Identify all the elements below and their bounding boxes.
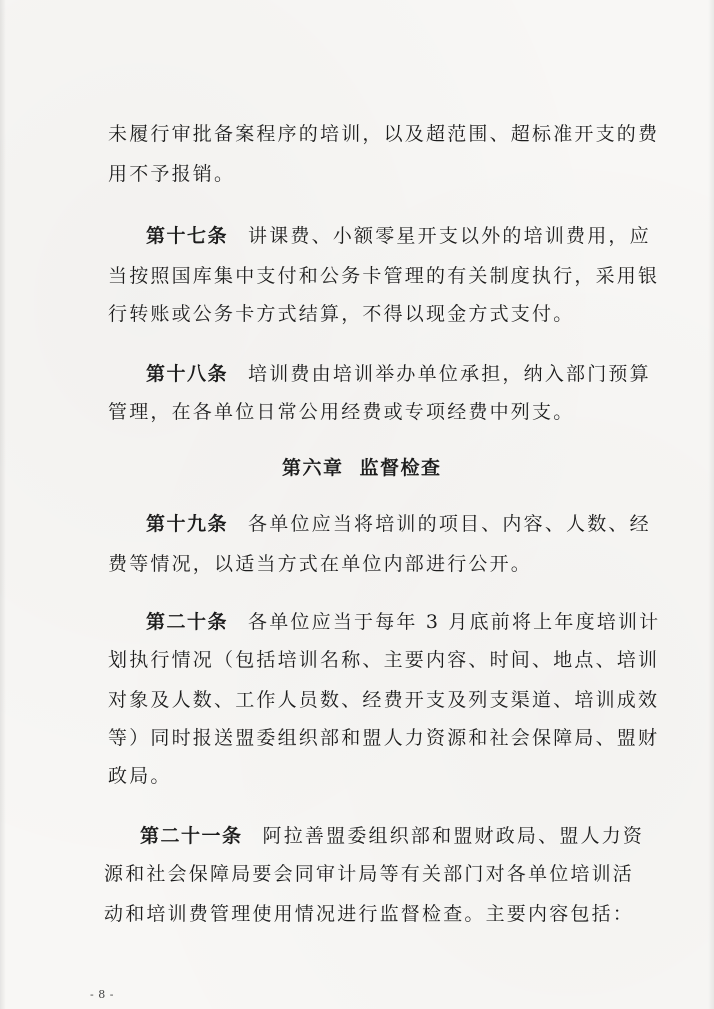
paragraph-line: 动和培训费管理使用情况进行监督检查。主要内容包括： [104,903,635,925]
article-19-first-line [146,510,651,538]
paragraph-line: 源和社会保障局要会同审计局等有关部门对各单位培训活 [104,863,635,885]
article-21-text: 阿拉善盟委组织部和盟财政局、盟人力资 [262,825,645,847]
article-21-first-line [140,822,644,850]
scan-edge-left [0,0,6,1009]
article-20-first-line [146,608,660,636]
paragraph-line: 等）同时报送盟委组织部和盟人力资源和社会保障局、盟财 [108,727,660,749]
chapter-title: 监督检查 [359,457,442,479]
article-18-text: 培训费由培训举办单位承担，纳入部门预算 [248,363,651,385]
paragraph-line: 划执行情况（包括培训名称、主要内容、时间、地点、培训 [108,649,660,671]
paragraph-line: 用不予报销。 [108,163,236,185]
article-20-text: 各单位应当于每年 3 月底前将上年度培训计 [248,611,661,633]
article-17-text: 讲课费、小额零星开支以外的培训费用，应 [248,225,651,247]
paragraph-line: 对象及人数、工作人员数、经费开支及列支渠道、培训成效 [108,689,660,711]
paragraph-line: 未履行审批备案程序的培训，以及超范围、超标准开支的费 [108,123,660,145]
paragraph-line: 当按照国库集中支付和公务卡管理的有关制度执行，采用银 [108,265,660,287]
chapter-number: 第六章 [282,457,344,479]
scan-edge-right [708,0,714,1009]
paragraph-line: 管理，在各单位日常公用经费或专项经费中列支。 [108,401,575,423]
page-number: - 8 - [90,988,114,1001]
article-17-label: 第十七条 [146,225,229,247]
article-20-label: 第二十条 [146,611,229,633]
article-18-first-line [146,360,651,388]
article-21-label: 第二十一条 [140,825,243,847]
paragraph-line: 费等情况，以适当方式在单位内部进行公开。 [108,553,533,575]
article-19-text: 各单位应当将培训的项目、内容、人数、经 [248,513,651,535]
article-19-label: 第十九条 [146,513,229,535]
chapter-heading [282,454,442,482]
article-17-first-line [146,222,651,250]
article-18-label: 第十八条 [146,363,229,385]
paragraph-line: 政局。 [108,765,172,787]
paragraph-line: 行转账或公务卡方式结算，不得以现金方式支付。 [108,303,575,325]
